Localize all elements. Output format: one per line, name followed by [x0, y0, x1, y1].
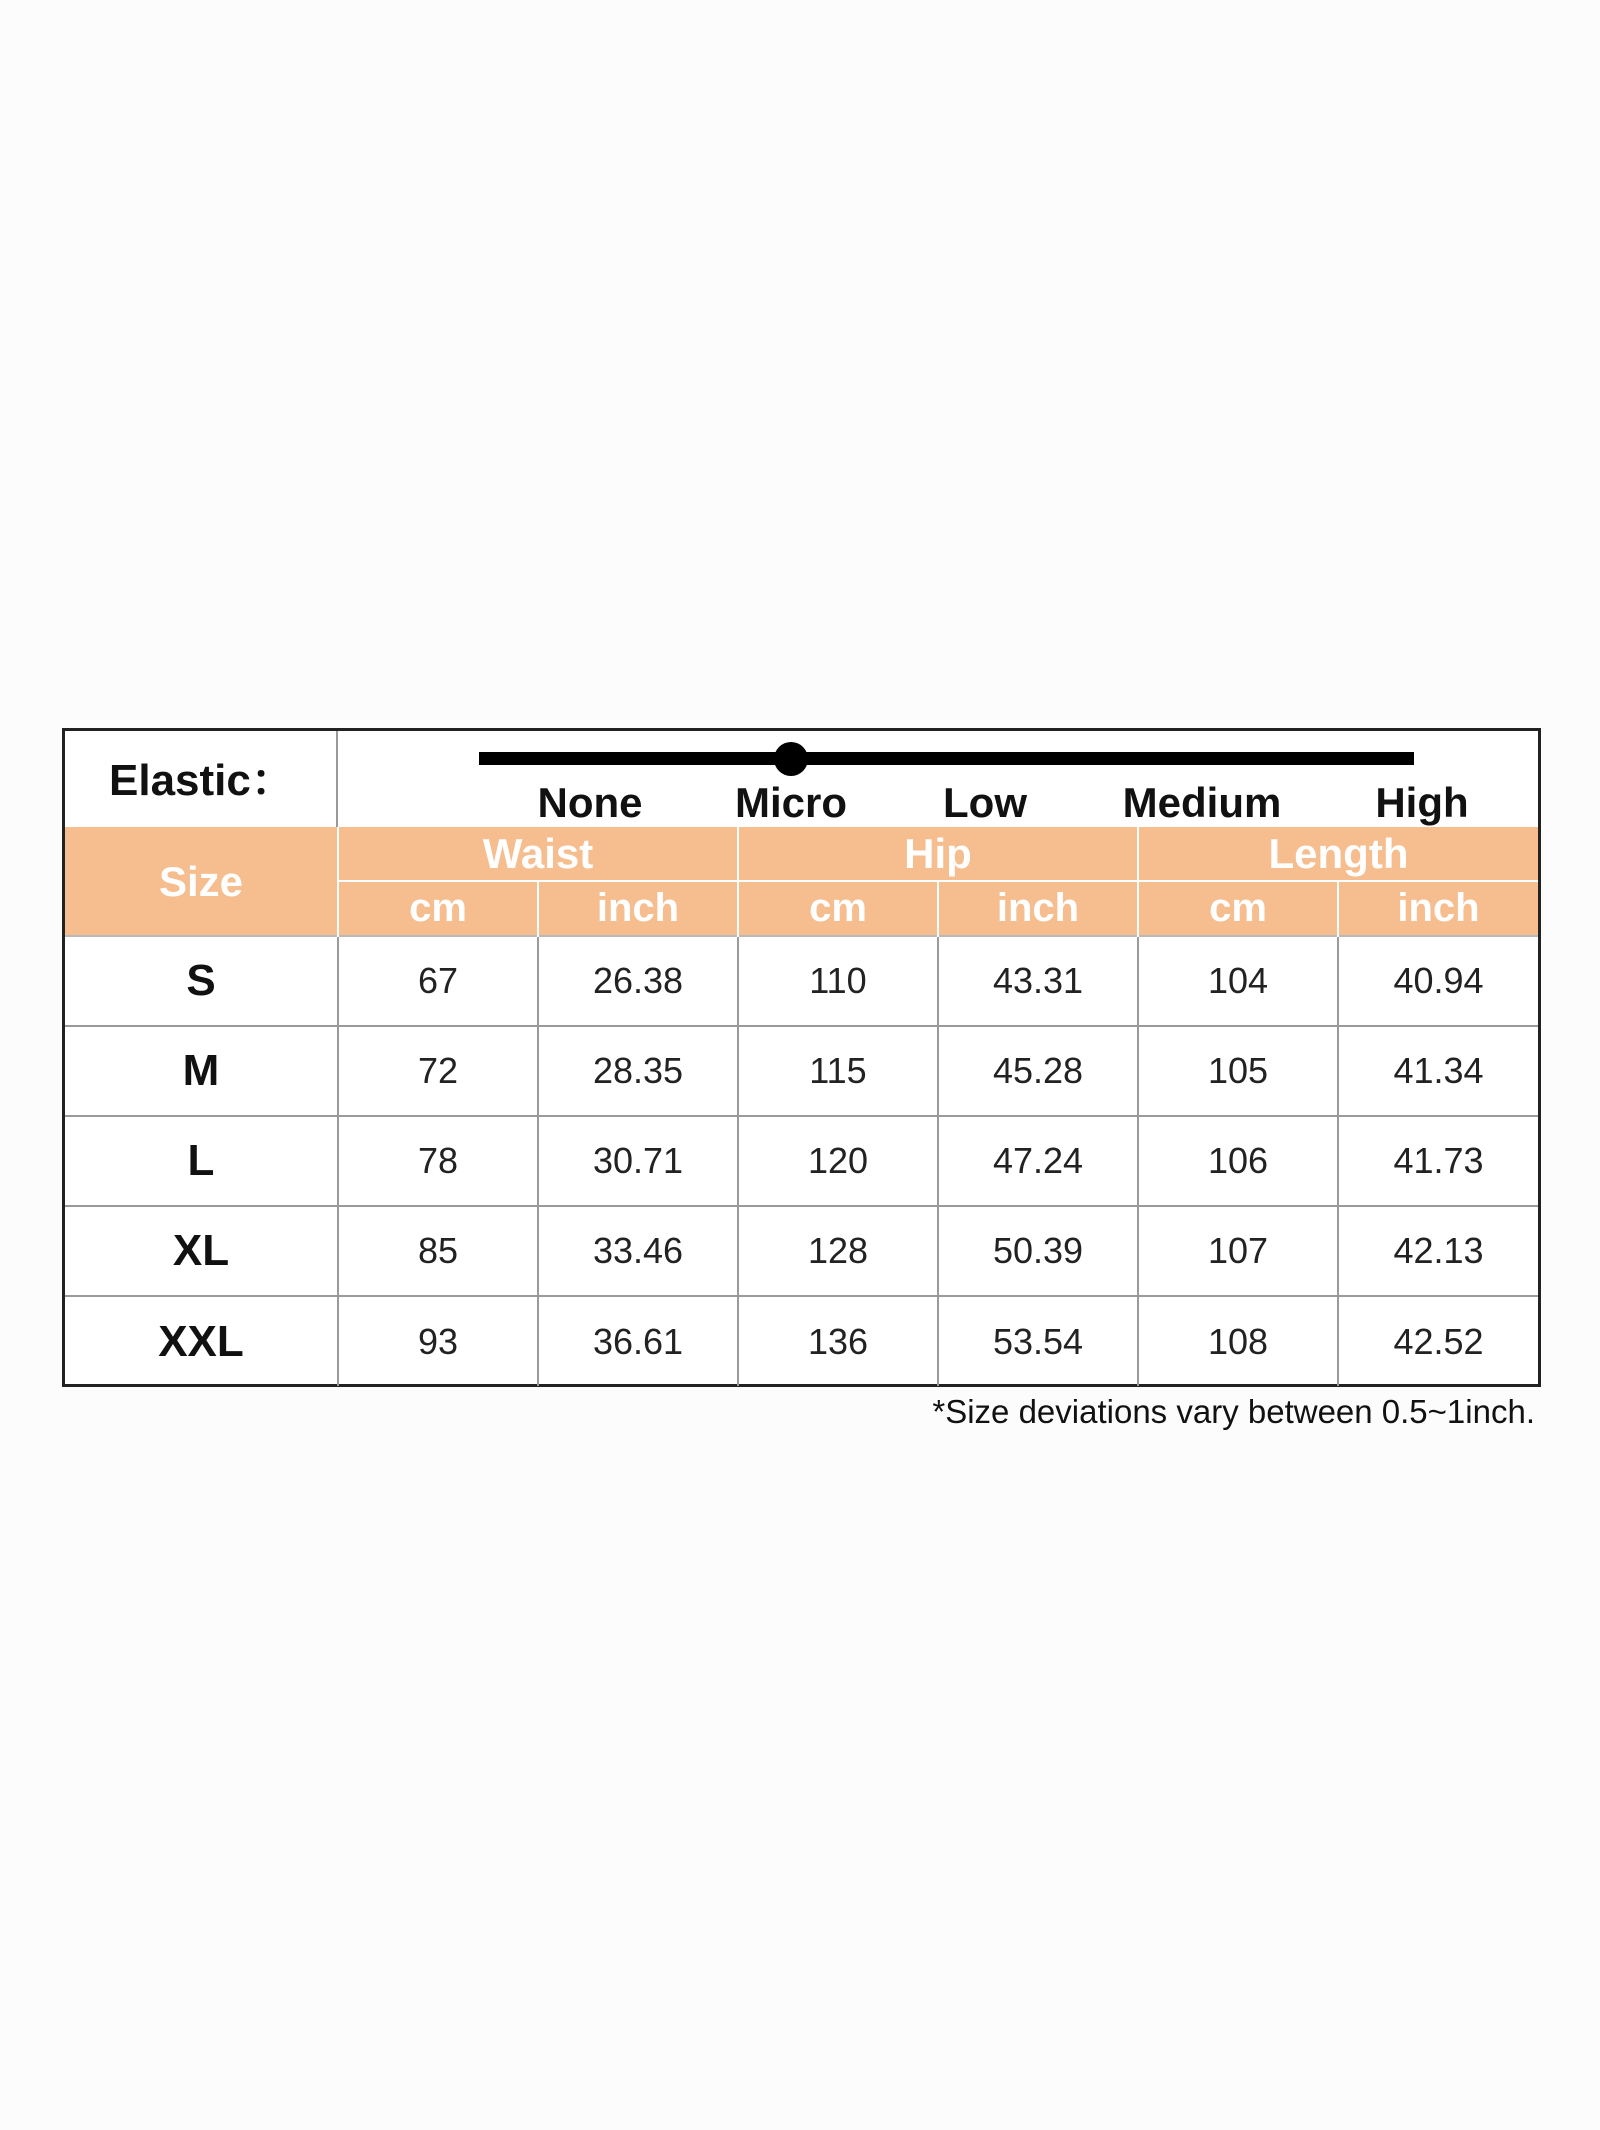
table-cell: 104 [1138, 936, 1338, 1026]
table-cell: 105 [1138, 1026, 1338, 1116]
unit-header: inch [938, 881, 1138, 936]
table-cell: 128 [738, 1206, 938, 1296]
size-cell: S [65, 936, 338, 1026]
table-cell: 85 [338, 1206, 538, 1296]
table-cell: 36.61 [538, 1296, 738, 1386]
group-header-hip: Hip [738, 827, 1138, 881]
table-cell: 45.28 [938, 1026, 1138, 1116]
size-cell: M [65, 1026, 338, 1116]
table-cell: 67 [338, 936, 538, 1026]
table-cell: 72 [338, 1026, 538, 1116]
table-cell: 93 [338, 1296, 538, 1386]
table-cell: 78 [338, 1116, 538, 1206]
elastic-level-low: Low [943, 779, 1027, 826]
table-cell: 47.24 [938, 1116, 1138, 1206]
table-row [65, 1116, 1538, 1206]
table-cell: 42.13 [1338, 1206, 1538, 1296]
table-cell: 107 [1138, 1206, 1338, 1296]
table-row [65, 1206, 1538, 1296]
size-cell: L [65, 1116, 338, 1206]
elastic-level-micro: Micro [734, 779, 848, 826]
elastic-scale-bar [479, 752, 1414, 765]
size-cell: XXL [65, 1296, 338, 1386]
table-cell: 41.73 [1338, 1116, 1538, 1206]
group-header-waist: Waist [338, 827, 738, 881]
table-cell: 53.54 [938, 1296, 1138, 1386]
size-chart [62, 728, 1541, 1387]
size-table [65, 827, 1538, 1386]
elastic-row [65, 731, 1538, 829]
table-cell: 120 [738, 1116, 938, 1206]
elastic-label: Elastic： [65, 731, 338, 827]
table-row [65, 1026, 1538, 1116]
elastic-level-none: None [537, 779, 643, 826]
size-deviation-note: *Size deviations vary between 0.5~1inch. [932, 1393, 1535, 1430]
elastic-level-high: High [1375, 779, 1469, 826]
table-cell: 115 [738, 1026, 938, 1116]
group-header-length: Length [1138, 827, 1538, 881]
size-column-header: Size [65, 827, 338, 936]
unit-header: cm [738, 881, 938, 936]
unit-header: cm [1138, 881, 1338, 936]
table-cell: 40.94 [1338, 936, 1538, 1026]
table-cell: 42.52 [1338, 1296, 1538, 1386]
table-cell: 108 [1138, 1296, 1338, 1386]
unit-header: cm [338, 881, 538, 936]
table-cell: 136 [738, 1296, 938, 1386]
table-cell: 110 [738, 936, 938, 1026]
table-cell: 50.39 [938, 1206, 1138, 1296]
elastic-scale-marker [774, 742, 808, 776]
group-header-row [65, 827, 1538, 881]
table-cell: 106 [1138, 1116, 1338, 1206]
table-cell: 41.34 [1338, 1026, 1538, 1116]
size-cell: XL [65, 1206, 338, 1296]
table-row [65, 1296, 1538, 1386]
table-cell: 28.35 [538, 1026, 738, 1116]
unit-header: inch [1338, 881, 1538, 936]
table-cell: 26.38 [538, 936, 738, 1026]
table-cell: 43.31 [938, 936, 1138, 1026]
unit-header: inch [538, 881, 738, 936]
table-cell: 30.71 [538, 1116, 738, 1206]
table-cell: 33.46 [538, 1206, 738, 1296]
table-row [65, 936, 1538, 1026]
elastic-level-medium: Medium [1122, 779, 1282, 826]
